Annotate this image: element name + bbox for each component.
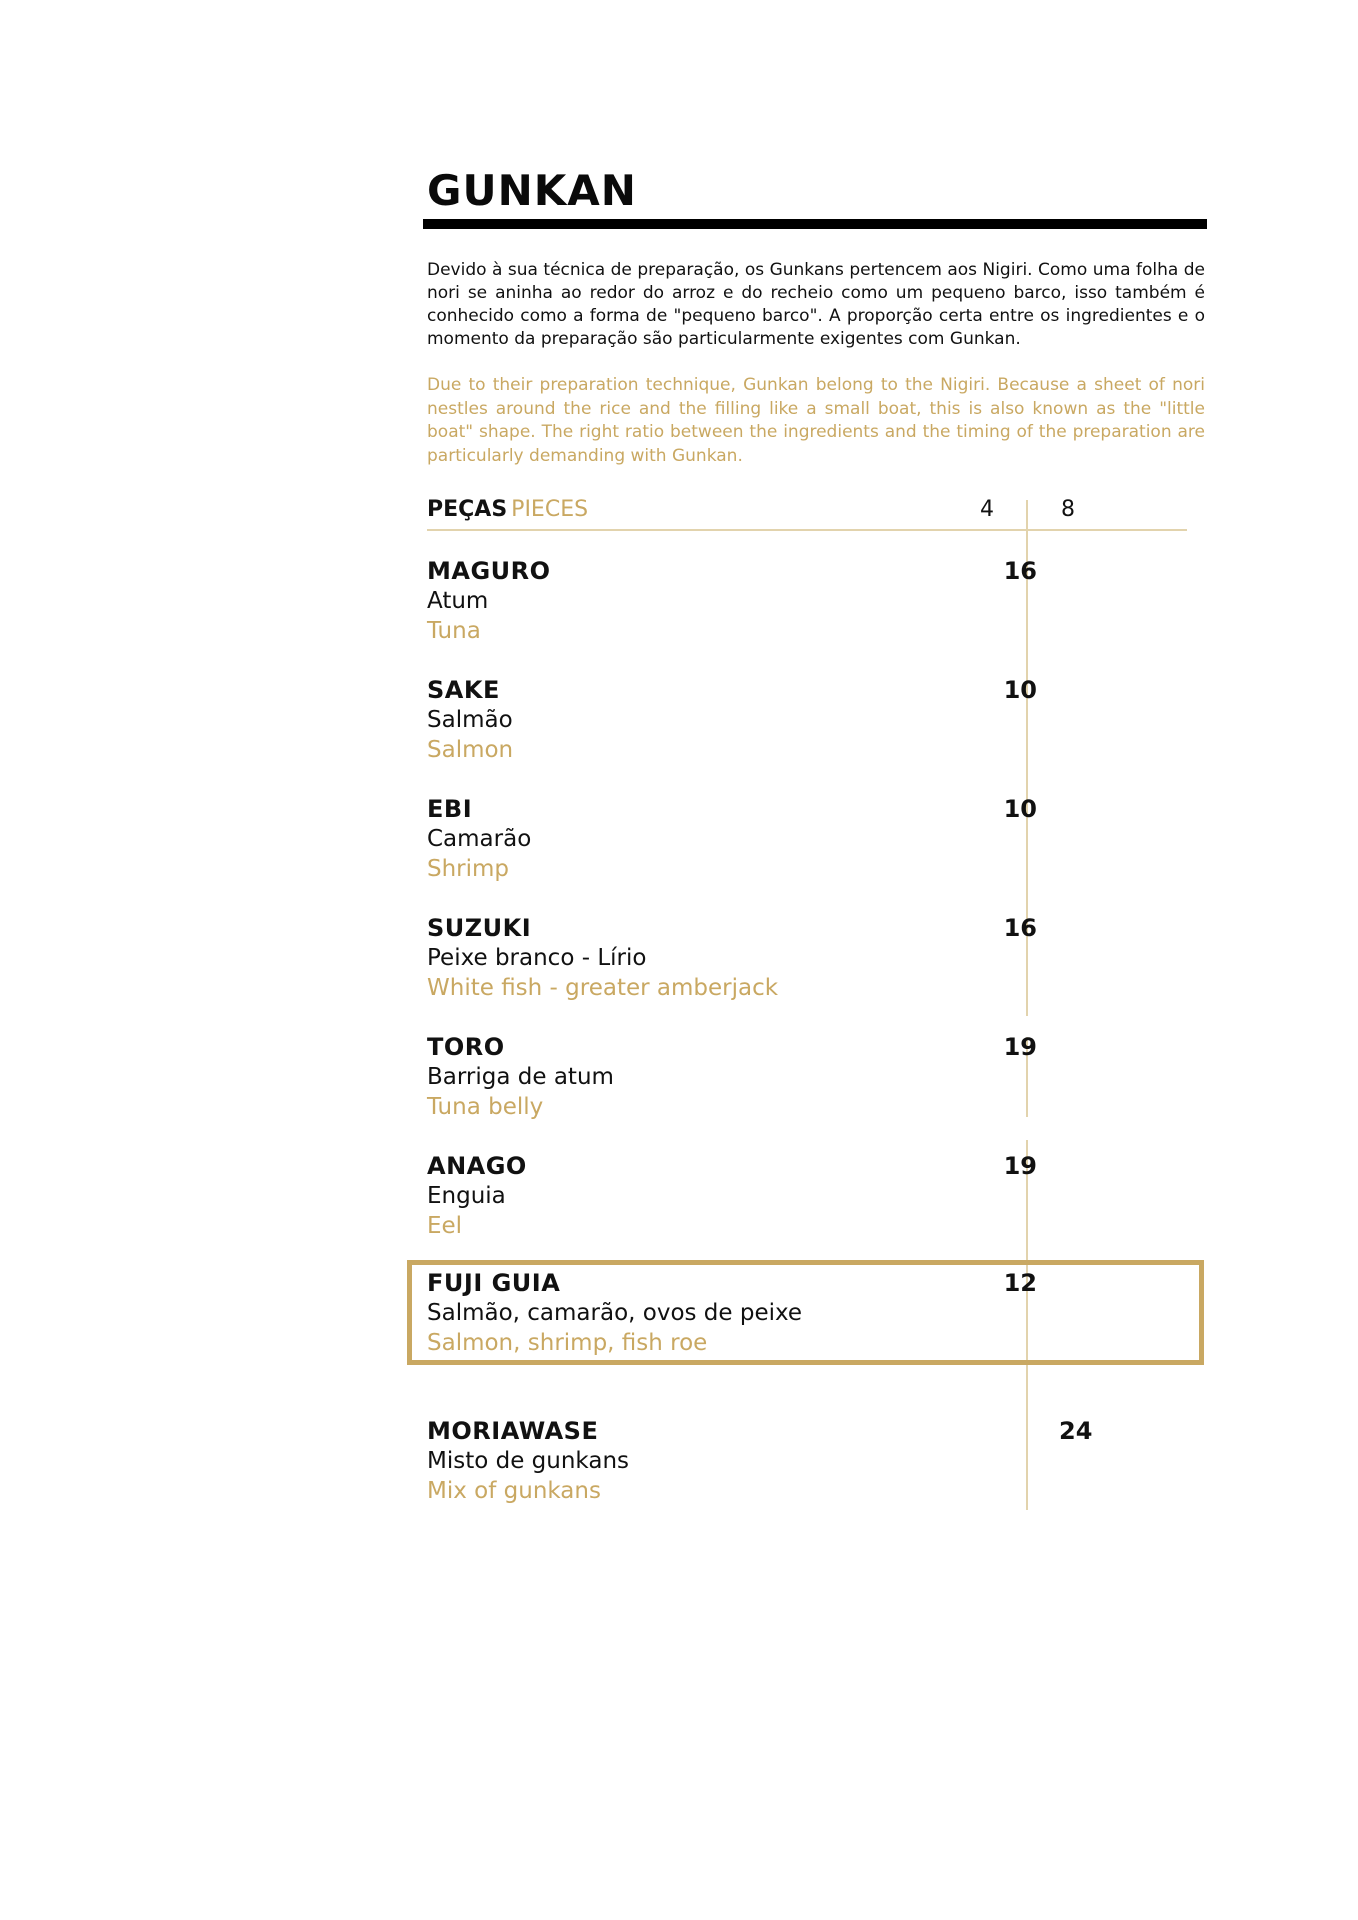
item-description-en: Shrimp [427, 856, 510, 882]
intro-text-en: Due to their preparation technique, Gunkan belong to the Nigiri. Because a sheet of nori nestles around the rice and the filling like a small boat, this is also known as the "little boat" shape. The right ratio between the ingredients and the timing of the preparation are particularly demanding with Gunkan. [427, 375, 1205, 466]
item-name: FUJI GUIA [427, 1269, 561, 1297]
item-description-pt: Atum [427, 588, 489, 614]
price-4-pieces: 12 [1003, 1269, 1037, 1297]
column-4-pieces: 4 [980, 497, 994, 522]
intro-text-pt: Devido à sua técnica de preparação, os Gunkans pertencem aos Nigiri. Como uma folha de nori se aninha ao redor do arroz e do recheio como um pequeno barco, isso também é conhecido como a forma de "pequeno barco". A proporção certa entre os ingredientes e o momento da preparação são particularmente exigentes com Gunkan. [427, 260, 1205, 349]
item-description-pt: Peixe branco - Lírio [427, 945, 647, 971]
title-underline [423, 219, 1207, 229]
price-4-pieces: 19 [1003, 1033, 1037, 1061]
item-name: MORIAWASE [427, 1417, 599, 1445]
menu-item [427, 1416, 1107, 1506]
menu-item [427, 556, 1107, 646]
item-name: TORO [427, 1033, 505, 1061]
column-8-pieces: 8 [1061, 497, 1075, 522]
item-name: SUZUKI [427, 914, 532, 942]
item-name: EBI [427, 795, 473, 823]
item-description-en: Mix of gunkans [427, 1478, 601, 1504]
price-8-pieces: 24 [1059, 1417, 1093, 1445]
price-4-pieces: 16 [1003, 557, 1037, 585]
page-title: GUNKAN [427, 166, 637, 215]
item-description-en: Tuna belly [427, 1094, 544, 1120]
menu-item-featured [427, 1268, 1107, 1358]
item-description-pt: Barriga de atum [427, 1064, 614, 1090]
item-name: MAGURO [427, 557, 551, 585]
item-description-en: Tuna [427, 618, 481, 644]
menu-item [427, 1151, 1107, 1241]
header-divider [427, 529, 1187, 531]
pieces-label [427, 497, 588, 522]
item-description-en: White fish - greater amberjack [427, 975, 779, 1001]
menu-item [427, 1032, 1107, 1122]
menu-item [427, 794, 1107, 884]
price-4-pieces: 19 [1003, 1152, 1037, 1180]
menu-item [427, 675, 1107, 765]
column-header-row [427, 497, 1187, 527]
item-description-en: Salmon, shrimp, fish roe [427, 1330, 708, 1356]
pieces-label-en: PIECES [511, 497, 589, 522]
item-description-en: Eel [427, 1213, 463, 1239]
item-description-pt: Enguia [427, 1183, 506, 1209]
item-description-pt: Camarão [427, 826, 532, 852]
item-name: ANAGO [427, 1152, 527, 1180]
price-4-pieces: 16 [1003, 914, 1037, 942]
menu-item [427, 913, 1107, 1003]
item-name: SAKE [427, 676, 500, 704]
item-description-en: Salmon [427, 737, 514, 763]
item-description-pt: Salmão, camarão, ovos de peixe [427, 1300, 803, 1326]
price-4-pieces: 10 [1003, 795, 1037, 823]
pieces-label-pt: PEÇAS [427, 497, 508, 522]
item-description-pt: Salmão [427, 707, 513, 733]
item-description-pt: Misto de gunkans [427, 1448, 630, 1474]
price-4-pieces: 10 [1003, 676, 1037, 704]
